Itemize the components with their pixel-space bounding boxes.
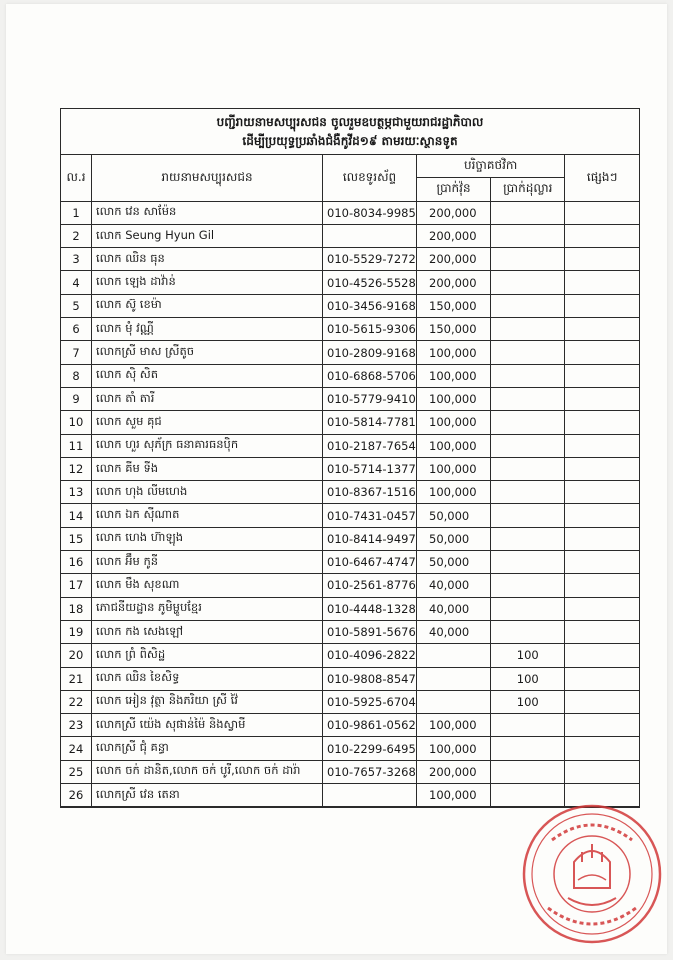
donor-phone: 010-2187-7654 bbox=[323, 434, 417, 457]
donation-other bbox=[565, 737, 639, 760]
official-seal-stamp bbox=[518, 800, 666, 948]
donation-usd bbox=[491, 411, 565, 434]
donor-name: លោក គីម ទីង bbox=[92, 457, 323, 480]
donor-phone: 010-2299-6495 bbox=[323, 737, 417, 760]
row-number: 3 bbox=[61, 248, 92, 271]
table-row bbox=[61, 434, 639, 457]
row-number: 15 bbox=[61, 527, 92, 550]
donor-name: លោក អ៊ឹម កូនី bbox=[92, 551, 323, 574]
donor-name: លោក ឈិន ធុន bbox=[92, 248, 323, 271]
donation-riel bbox=[417, 667, 491, 690]
donation-riel: 200,000 bbox=[417, 201, 491, 224]
document-title bbox=[61, 109, 639, 155]
header-usd: ប្រាក់ដុល្លារ bbox=[491, 178, 565, 201]
row-number: 2 bbox=[61, 224, 92, 247]
table-row bbox=[61, 387, 639, 410]
row-number: 7 bbox=[61, 341, 92, 364]
row-number: 26 bbox=[61, 784, 92, 807]
donation-riel: 40,000 bbox=[417, 574, 491, 597]
donation-other bbox=[565, 667, 639, 690]
donor-name: លោកស្រី យ៉េង សុផាន់ម៉ៃ និងស្វាមី bbox=[92, 714, 323, 737]
row-number: 8 bbox=[61, 364, 92, 387]
donation-riel: 50,000 bbox=[417, 504, 491, 527]
donor-name: លោក ចក់ ដានិត,លោក ចក់ បូរី,លោក ចក់ ដារ៉ា bbox=[92, 760, 323, 783]
donation-riel bbox=[417, 644, 491, 667]
donor-table-body bbox=[61, 201, 639, 807]
row-number: 21 bbox=[61, 667, 92, 690]
donor-phone: 010-5779-9410 bbox=[323, 387, 417, 410]
donor-name: លោក ស៊ិ សិត bbox=[92, 364, 323, 387]
row-number: 12 bbox=[61, 457, 92, 480]
donor-phone: 010-8367-1516 bbox=[323, 481, 417, 504]
row-number: 13 bbox=[61, 481, 92, 504]
donation-other bbox=[565, 644, 639, 667]
donation-usd bbox=[491, 457, 565, 480]
donor-name: លោកស្រី វេន តេនា bbox=[92, 784, 323, 807]
table-row bbox=[61, 481, 639, 504]
donation-riel: 100,000 bbox=[417, 364, 491, 387]
donation-other bbox=[565, 318, 639, 341]
donation-other bbox=[565, 574, 639, 597]
donor-name: លោក ព្រំ ពិសិដ្ឋ bbox=[92, 644, 323, 667]
donation-riel: 50,000 bbox=[417, 527, 491, 550]
header-donation: បរិច្ចាគថវិកា bbox=[417, 155, 565, 178]
row-number: 20 bbox=[61, 644, 92, 667]
donor-list-sheet bbox=[60, 108, 640, 808]
donor-name: លោក ឯក ស៊ីណាត bbox=[92, 504, 323, 527]
header-phone: លេខទូរស័ព្ទ bbox=[323, 155, 417, 201]
donor-phone bbox=[323, 784, 417, 807]
donation-riel: 100,000 bbox=[417, 714, 491, 737]
donor-phone: 010-7431-0457 bbox=[323, 504, 417, 527]
donation-riel: 40,000 bbox=[417, 620, 491, 643]
donor-phone: 010-8034-9985 bbox=[323, 201, 417, 224]
donation-usd bbox=[491, 248, 565, 271]
donor-name: លោក សួម គុជ bbox=[92, 411, 323, 434]
donation-riel bbox=[417, 690, 491, 713]
table-row bbox=[61, 364, 639, 387]
donation-other bbox=[565, 527, 639, 550]
donor-name: លោក មឹង សុខណា bbox=[92, 574, 323, 597]
donation-other bbox=[565, 294, 639, 317]
donation-usd bbox=[491, 271, 565, 294]
table-row bbox=[61, 294, 639, 317]
donor-name: លោក អៀន វុត្ថា និងភរិយា ស្រី វ៉ៃ bbox=[92, 690, 323, 713]
donation-other bbox=[565, 411, 639, 434]
donation-usd bbox=[491, 527, 565, 550]
donation-usd: 100 bbox=[491, 690, 565, 713]
donation-riel: 100,000 bbox=[417, 434, 491, 457]
donor-table bbox=[61, 155, 639, 807]
table-row bbox=[61, 318, 639, 341]
table-row bbox=[61, 667, 639, 690]
donor-phone: 010-5814-7781 bbox=[323, 411, 417, 434]
table-row bbox=[61, 551, 639, 574]
donation-usd bbox=[491, 224, 565, 247]
table-row bbox=[61, 760, 639, 783]
donation-riel: 100,000 bbox=[417, 411, 491, 434]
donation-usd bbox=[491, 387, 565, 410]
row-number: 16 bbox=[61, 551, 92, 574]
donor-phone bbox=[323, 224, 417, 247]
donation-riel: 150,000 bbox=[417, 318, 491, 341]
donation-usd: 100 bbox=[491, 644, 565, 667]
donation-riel: 100,000 bbox=[417, 457, 491, 480]
donation-usd bbox=[491, 551, 565, 574]
row-number: 18 bbox=[61, 597, 92, 620]
donation-other bbox=[565, 551, 639, 574]
table-row bbox=[61, 574, 639, 597]
donor-phone: 010-2809-9168 bbox=[323, 341, 417, 364]
table-row bbox=[61, 504, 639, 527]
donor-name: លោក Seung Hyun Gil bbox=[92, 224, 323, 247]
donor-name: លោក តាំ តារី bbox=[92, 387, 323, 410]
donation-other bbox=[565, 690, 639, 713]
table-row bbox=[61, 737, 639, 760]
donation-other bbox=[565, 248, 639, 271]
donation-riel: 200,000 bbox=[417, 271, 491, 294]
donor-name: លោក ឡេង ដាវ៉ាន់ bbox=[92, 271, 323, 294]
donation-usd bbox=[491, 341, 565, 364]
title-line-1: បញ្ជីរាយនាមសប្បុរសជន ចូលរួមឧបត្ថម្ភជាមួយរាជរដ្ឋាភិបាល bbox=[216, 115, 484, 129]
table-row bbox=[61, 644, 639, 667]
row-number: 11 bbox=[61, 434, 92, 457]
donation-riel: 200,000 bbox=[417, 760, 491, 783]
donation-other bbox=[565, 201, 639, 224]
donation-riel: 50,000 bbox=[417, 551, 491, 574]
row-number: 24 bbox=[61, 737, 92, 760]
table-row bbox=[61, 714, 639, 737]
donor-phone: 010-8414-9497 bbox=[323, 527, 417, 550]
donation-usd bbox=[491, 434, 565, 457]
donor-name: លោក ហេង ហ៊ាឡុង bbox=[92, 527, 323, 550]
row-number: 10 bbox=[61, 411, 92, 434]
table-row bbox=[61, 248, 639, 271]
row-number: 19 bbox=[61, 620, 92, 643]
donor-phone: 010-3456-9168 bbox=[323, 294, 417, 317]
donation-riel: 200,000 bbox=[417, 248, 491, 271]
donation-riel: 100,000 bbox=[417, 387, 491, 410]
donation-other bbox=[565, 504, 639, 527]
table-row bbox=[61, 201, 639, 224]
table-row bbox=[61, 620, 639, 643]
table-row bbox=[61, 224, 639, 247]
header-row-1 bbox=[61, 155, 639, 178]
donor-name: លោកស្រី ជុំ គន្ធា bbox=[92, 737, 323, 760]
donation-other bbox=[565, 387, 639, 410]
donation-riel: 100,000 bbox=[417, 737, 491, 760]
donation-usd bbox=[491, 620, 565, 643]
header-name: រាយនាមសប្បុរសជន bbox=[92, 155, 323, 201]
donation-riel: 100,000 bbox=[417, 784, 491, 807]
donation-usd bbox=[491, 504, 565, 527]
row-number: 9 bbox=[61, 387, 92, 410]
donor-phone: 010-9808-8547 bbox=[323, 667, 417, 690]
donation-other bbox=[565, 434, 639, 457]
donation-other bbox=[565, 457, 639, 480]
donation-other bbox=[565, 760, 639, 783]
donor-phone: 010-4526-5528 bbox=[323, 271, 417, 294]
row-number: 22 bbox=[61, 690, 92, 713]
donation-riel: 150,000 bbox=[417, 294, 491, 317]
row-number: 4 bbox=[61, 271, 92, 294]
donation-riel: 100,000 bbox=[417, 481, 491, 504]
donation-riel: 100,000 bbox=[417, 341, 491, 364]
donor-name: លោក កង សេងឡៅ bbox=[92, 620, 323, 643]
row-number: 6 bbox=[61, 318, 92, 341]
donor-name: លោក មុំ វណ្ណី bbox=[92, 318, 323, 341]
table-row bbox=[61, 457, 639, 480]
donor-phone: 010-9861-0562 bbox=[323, 714, 417, 737]
header-no: ល.រ bbox=[61, 155, 92, 201]
header-riel: ប្រាក់វ៉ុន bbox=[417, 178, 491, 201]
table-row bbox=[61, 271, 639, 294]
donor-phone: 010-4448-1328 bbox=[323, 597, 417, 620]
donation-usd bbox=[491, 760, 565, 783]
table-row bbox=[61, 597, 639, 620]
donation-usd bbox=[491, 737, 565, 760]
donation-usd bbox=[491, 364, 565, 387]
donor-phone: 010-5615-9306 bbox=[323, 318, 417, 341]
donor-name: លោក វេន សាម៉ែន bbox=[92, 201, 323, 224]
donation-usd bbox=[491, 294, 565, 317]
donor-name: ភោជនីយដ្ឋាន ភូមិម្ហូបខ្មែរ bbox=[92, 597, 323, 620]
donation-other bbox=[565, 364, 639, 387]
donation-usd bbox=[491, 597, 565, 620]
donor-name: លោក ហុង លីមហេង bbox=[92, 481, 323, 504]
donor-phone: 010-5714-1377 bbox=[323, 457, 417, 480]
donation-other bbox=[565, 271, 639, 294]
row-number: 17 bbox=[61, 574, 92, 597]
table-row bbox=[61, 411, 639, 434]
title-line-2: ដើម្បីប្រយុទ្ធប្រឆាំងជំងឺកូវីដ១៩ តាមរយៈស្ថានទូត bbox=[242, 134, 458, 148]
header-other: ផ្សេងៗ bbox=[565, 155, 639, 201]
donation-usd: 100 bbox=[491, 667, 565, 690]
donor-phone: 010-2561-8776 bbox=[323, 574, 417, 597]
donation-riel: 40,000 bbox=[417, 597, 491, 620]
row-number: 5 bbox=[61, 294, 92, 317]
donor-name: លោកស្រី មាស ស្រីតូច bbox=[92, 341, 323, 364]
donor-phone: 010-4096-2822 bbox=[323, 644, 417, 667]
table-row bbox=[61, 527, 639, 550]
table-row bbox=[61, 690, 639, 713]
row-number: 14 bbox=[61, 504, 92, 527]
donation-usd bbox=[491, 714, 565, 737]
donor-name: លោក ឈិន ខៃសិទ្ធ bbox=[92, 667, 323, 690]
table-row bbox=[61, 341, 639, 364]
donation-other bbox=[565, 714, 639, 737]
row-number: 23 bbox=[61, 714, 92, 737]
donor-phone: 010-6467-4747 bbox=[323, 551, 417, 574]
donation-riel: 200,000 bbox=[417, 224, 491, 247]
donor-phone: 010-7657-3268 bbox=[323, 760, 417, 783]
donation-other bbox=[565, 620, 639, 643]
donation-usd bbox=[491, 574, 565, 597]
donation-other bbox=[565, 341, 639, 364]
row-number: 25 bbox=[61, 760, 92, 783]
donation-usd bbox=[491, 318, 565, 341]
donor-phone: 010-5529-7272 bbox=[323, 248, 417, 271]
donation-usd bbox=[491, 481, 565, 504]
donation-other bbox=[565, 224, 639, 247]
donation-usd bbox=[491, 201, 565, 224]
donation-other bbox=[565, 481, 639, 504]
donor-phone: 010-5925-6704 bbox=[323, 690, 417, 713]
donation-other bbox=[565, 597, 639, 620]
donor-phone: 010-6868-5706 bbox=[323, 364, 417, 387]
donor-name: លោក ហួរ សុភ័ក្រ ធនាគារធនប៉ិក bbox=[92, 434, 323, 457]
donor-phone: 010-5891-5676 bbox=[323, 620, 417, 643]
row-number: 1 bbox=[61, 201, 92, 224]
donor-name: លោក ស៊ូ ខេម៉ា bbox=[92, 294, 323, 317]
